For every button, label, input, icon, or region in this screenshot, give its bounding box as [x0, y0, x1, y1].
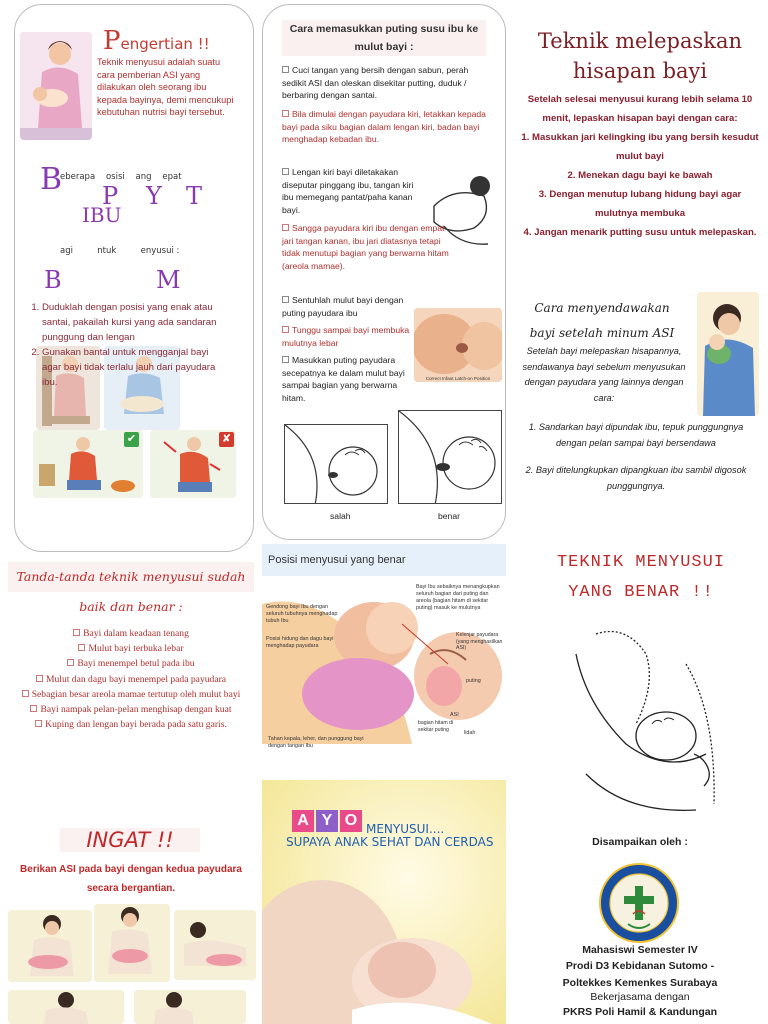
credit-line: Mahasiswi Semester IV: [582, 944, 698, 956]
acronym-p: P: [102, 182, 119, 210]
alternating-position-illustration-5: [134, 990, 246, 1024]
bullet-square-icon: [282, 224, 289, 231]
bullet-square-icon: [282, 168, 289, 175]
panel2-step-2: Bila dimulai dengan payudara kiri, letakkan kepada bayi pada siku bagian dalam lengan kiri, badan bayi menghadap kebadan ibu.: [282, 109, 486, 144]
panel4-title-line2: baik dan benar :: [79, 599, 183, 614]
panel6-title-line1: TEKNIK MENYUSUI: [556, 553, 726, 572]
list-item: 4. Jangan menarik putting susu untuk melepaskan.: [523, 227, 757, 238]
ingat-text: Berikan ASI pada bayi dengan kedua payudara secara bergantian.: [20, 864, 242, 894]
signs-list: [8, 626, 254, 732]
credit-line: Poltekkes Kemenkes Surabaya: [562, 976, 718, 989]
mother-breastfeeding-illustration: [20, 32, 92, 140]
check-icon: ✔: [124, 432, 139, 447]
annotation-tahan: Tahan kepala, leher, dan punggung bayi dengan tangan Ibu: [268, 736, 364, 749]
burp-title-line1: Cara menyendawakan: [534, 301, 670, 315]
panel2-step-3: Lengan kiri bayi diletakakan diseputar pinggang ibu, tangan kiri ibu memegang pantat/paha kanan bayi.: [282, 167, 414, 215]
poster-letter-y: Y: [316, 810, 338, 832]
list-item: Bayi nampak pelan-pelan menghisap dengan kuat: [8, 702, 254, 717]
acronym-y: Y: [146, 182, 162, 210]
annotation-mulut: Bayi Ibu sebaiknya menangkupkan seluruh bagian dari puting dan areola (bagian hitam di sekitar puting) masuk ke mulutnya: [416, 584, 500, 611]
title-rest: engertian !!: [120, 35, 210, 53]
list-item: Mulut dan dagu bayi menempel pada payudara: [8, 672, 254, 687]
bullet-square-icon: [67, 659, 74, 666]
bullet-square-icon: [282, 356, 289, 363]
annotation-asi: ASI: [450, 712, 459, 718]
ingat-heading: INGAT !!: [60, 828, 200, 852]
acronym-big-b: B: [40, 162, 63, 197]
title-initial: P: [103, 26, 121, 56]
annotation-gendong: Gendong bayi Ibu dengan seluruh tubuhnya menghadap tubuh Ibu: [266, 604, 338, 624]
pengertian-text: Teknik menyusui adalah suatu cara pemberian ASI yang dilakukan oleh seorang ibu kepada bayinya, demi mencukupi kebutuhan nutrisi bayi tersebut.: [97, 57, 234, 118]
burp-title: [512, 296, 692, 346]
bullet-square-icon: [22, 690, 29, 697]
wrong-latch-sketch: [284, 424, 388, 504]
bullet-square-icon: [35, 720, 42, 727]
alternating-position-illustration-2: [94, 904, 170, 982]
poster-letter-a: A: [292, 810, 314, 832]
credit-lines: [520, 942, 760, 991]
annotation-puting: puting: [466, 678, 481, 684]
acronym-m: M: [156, 266, 181, 294]
posisi-steps: [30, 300, 230, 390]
burp-intro: Setelah bayi melepaskan hisapannya, sendawanya bayi sebelum menyusukan dengan payudara yang lainnya dengan cara:: [522, 346, 686, 403]
list-item: Bayi dalam keadaan tenang: [8, 626, 254, 641]
list-item: Sebagian besar areola mamae tertutup oleh mulut bayi: [8, 687, 254, 702]
list-item: 1. Masukkan jari kelingking ibu yang bersih kesudut mulut bayi: [521, 132, 759, 162]
list-item: Bayi menempel betul pada ibu: [8, 656, 254, 671]
poster-menyusui: MENYUSUI....: [366, 822, 445, 836]
right-latch-sketch: [398, 410, 502, 504]
cross-icon: ✘: [219, 432, 234, 447]
label-salah: salah: [330, 511, 351, 521]
panel6-title-line2: YANG BENAR !!: [568, 583, 714, 602]
poster-subtitle: SUPAYA ANAK SEHAT DAN CERDAS: [286, 835, 494, 849]
annotation-kelenjar: Kelenjar payudara (yang menghasilkan ASI): [456, 632, 503, 651]
pengertian-title: [103, 26, 243, 56]
panel3-title-line1: Teknik melepaskan: [537, 29, 743, 53]
panel3-intro: Setelah selesai menyusui kurang lebih selama 10 menit, lepaskan hisapan bayi dengan cara:: [527, 94, 753, 124]
bullet-square-icon: [36, 675, 43, 682]
annotation-hitam: bagian hitam di sekitar puting: [418, 720, 454, 733]
list-item: Kuping dan lengan bayi berada pada satu garis.: [8, 717, 254, 732]
breastfeeding-line-drawing: [566, 624, 726, 824]
panel2-step-5: Sentuhlah mulut bayi dengan puting payudara ibu: [282, 295, 404, 318]
list-item: Mulut bayi terbuka lebar: [8, 641, 254, 656]
bullet-square-icon: [282, 110, 289, 117]
list-item: 3. Dengan menutup lubang hidung bayi agar mulutnya membuka: [538, 189, 742, 219]
disampaikan-label: Disampaikan oleh :: [592, 836, 688, 848]
annotation-hidung: Posisi hidung dan dagu bayi menghadap payudara: [266, 636, 334, 649]
panel6-title: [516, 548, 766, 608]
kemenkes-logo-icon: [598, 862, 680, 944]
list-item: 1. Sandarkan bayi dipundak ibu, tepuk punggungnya dengan pelan sampai bayi bersendawa: [528, 422, 744, 448]
panel2-title: Cara memasukkan puting susu ibu ke mulut bayi :: [282, 20, 486, 56]
pkrs-label: PKRS Poli Hamil & Kandungan: [562, 1006, 717, 1018]
acronym-line2: agi ntuk enyusui :: [60, 246, 180, 256]
acronym-t: T: [186, 182, 203, 210]
burp-title-line2: bayi setelah minum ASI: [529, 326, 675, 340]
panel4-title: [8, 562, 254, 622]
list-item: 1. Duduklah dengan posisi yang enak atau santai, pakailah kursi yang ada sandaran punggung dan lengan: [42, 300, 230, 345]
bullet-square-icon: [282, 326, 289, 333]
acronym-line1: eberapa osisi ang epat: [60, 172, 182, 182]
alternating-position-illustration-3: [174, 910, 256, 980]
panel3-title-line2: hisapan bayi: [572, 59, 708, 83]
annotation-lidah: lidah: [464, 730, 476, 736]
bullet-square-icon: [30, 705, 37, 712]
burp-steps: [516, 420, 756, 494]
alternating-position-illustration-4: [8, 990, 124, 1024]
panel5-title: Posisi menyusui yang benar: [268, 554, 406, 566]
label-benar: benar: [438, 511, 460, 521]
burping-baby-illustration: [697, 292, 759, 416]
bekerjasama-label: Bekerjasama dengan: [590, 991, 690, 1003]
panel4-title-line1: Tanda-tanda teknik menyusui sudah: [8, 562, 254, 592]
panel2-step-4: Sangga payudara kiri ibu dengan empat jari tangan kanan, ibu jari diatasnya tetapi tidak menutupi bagian yang berwarna hitam (areola mamae).: [282, 223, 449, 271]
poster-letter-o: O: [340, 810, 362, 832]
panel2-step-6: Tunggu sampai bayi membuka mulutnya lebar: [282, 325, 410, 348]
panel3-title: [520, 26, 760, 86]
poster-ayo: [292, 810, 362, 832]
bullet-square-icon: [73, 629, 80, 636]
list-item: 2. Menekan dagu bayi ke bawah: [567, 170, 713, 181]
panel2-step-7: Masukkan puting payudara secepatnya ke dalam mulut bayi sampai bagian yang berwarna hitam.: [282, 355, 405, 403]
acronym-b2: B: [44, 266, 62, 294]
bullet-square-icon: [282, 66, 289, 73]
list-item: 2. Bayi ditelungkupkan dipangkuan ibu sambil digosok punggungnya.: [525, 465, 747, 491]
bullet-square-icon: [78, 644, 85, 651]
latch-caption: Correct Infant Latch-on Position: [425, 376, 491, 381]
latch-on-photo: [414, 308, 502, 382]
list-item: 2. Gunakan bantal untuk mengganjal bayi agar bayi tidak terlalu jauh dari payudara ibu.: [42, 345, 230, 390]
bullet-square-icon: [282, 296, 289, 303]
alternating-position-illustration-1: [8, 910, 92, 982]
acronym-ibu: IBU: [82, 203, 122, 227]
panel2-step-1: Cuci tangan yang bersih dengan sabun, perah sedikit ASI dan oleskan disekitar putting, duduk / berbaring dengan santai.: [282, 65, 469, 100]
credit-line: Prodi D3 Kebidanan Sutomo -: [565, 960, 715, 973]
panel3-steps: [518, 128, 762, 242]
